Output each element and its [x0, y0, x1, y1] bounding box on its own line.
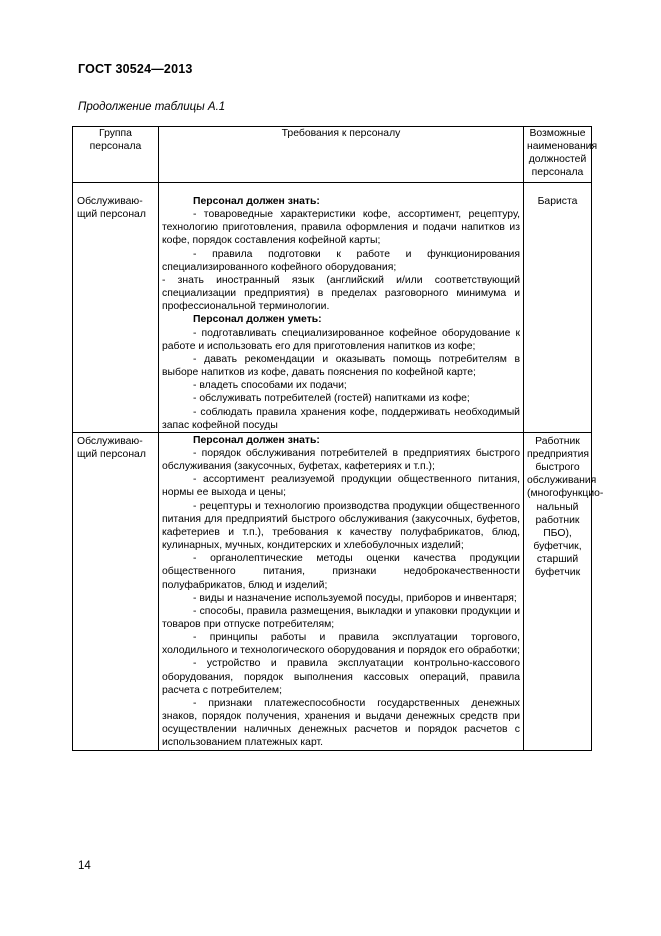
row1-able-item: - подготавливать специализированное кофейное оборудование к работе и использовать его для приготовления напитков из кофе; — [162, 327, 520, 352]
table-row — [73, 183, 592, 433]
row2-heading-know: Персонал должен знать: — [193, 434, 320, 446]
row1-able-item: - давать рекомендации и оказывать помощь потребителям в выборе напитков из кофе, давать пояснения по кофейной карте; — [162, 353, 520, 379]
row2-know-item: - рецептуры и технологию производства продукции общественного питания для предприятий быстрого обслуживания (закусочных, буфетов, кафетериев и т.п.), требования к качеству полуфабрикатов, блюд, кулинарных, мучных, кондитерских и хлебобулочных изделий; — [162, 500, 520, 552]
table-row — [73, 432, 592, 750]
personnel-requirements-table — [72, 126, 604, 751]
row1-know-item: - товароведные характеристики кофе, ассортимент, рецептуру, технологию приготовления, правила оформления и подачи напитков из кофе, порядок составления кофейной карты; — [162, 209, 520, 247]
header-requirements: Требования к персоналу — [159, 127, 524, 183]
row1-know-item: - правила подготовки к работе и функционирования специализированного кофейного оборудования; — [162, 248, 520, 273]
row2-know-item: - органолептические методы оценки качества продукции общественного питания, признаки недоброкачественности полуфабрикатов, блюд и изделий; — [162, 553, 520, 591]
row1-able-item: - обслуживать потребителей (гостей) напитками из кофе; — [193, 393, 470, 405]
row1-position: Бариста — [524, 183, 592, 433]
row2-know-item: - ассортимент реализуемой продукции общественного питания, нормы ее выхода и цены; — [162, 474, 520, 499]
row1-heading-know: Персонал должен знать: — [193, 196, 320, 207]
page-number: 14 — [78, 860, 91, 872]
row2-know-item: - способы, правила размещения, выкладки и упаковки продукции и товаров при отпуске потребителям; — [162, 605, 520, 630]
table-continuation-caption: Продолжение таблицы А.1 — [78, 101, 226, 113]
row1-heading-able: Персонал должен уметь: — [193, 314, 322, 326]
row2-group: Обслуживаю-щий персонал — [73, 432, 159, 750]
header-positions: Возможные наименования должностей персонала — [524, 127, 592, 183]
row1-able-item: - соблюдать правила хранения кофе, поддерживать необходимый запас кофейной посуды — [162, 406, 520, 431]
row1-able-item: - владеть способами их подачи; — [193, 380, 347, 392]
row1-know-item: - знать иностранный язык (английский и/или соответствующий специализации предприятия) в пределах разговорного минимума и профессиональной терминологии. — [162, 274, 520, 313]
header-group: Группа персонала — [73, 127, 159, 183]
row2-requirements — [159, 432, 524, 750]
row2-position: Работник предприятия быстрого обслуживания (многофункцио-нальный работник ПБО), буфетчик, старший буфетчик — [524, 432, 592, 750]
row2-know-item: - виды и назначение используемой посуды, приборов и инвентаря; — [193, 592, 517, 604]
row1-requirements — [159, 183, 524, 433]
row2-know-item: - принципы работы и правила эксплуатации торгового, холодильного и технологического оборудования и порядок его обработки; — [162, 632, 520, 657]
row2-know-item: - порядок обслуживания потребителей в предприятиях быстрого обслуживания (закусочных, буфетах, кафетериях и т.п.); — [162, 447, 520, 473]
row2-know-item: - признаки платежеспособности государственных денежных знаков, порядок получения, хранения и выдачи денежных средств при осуществлении наличных денежных расчетов и порядок расчетов с использованием платежных карт. — [162, 697, 520, 749]
table-header-row — [73, 127, 592, 183]
row2-know-item: - устройство и правила эксплуатации контрольно-кассового оборудования, порядок выполнения кассовых операций, правила расчета с потребителем; — [162, 658, 520, 696]
row1-group: Обслуживаю-щий персонал — [73, 183, 159, 433]
standard-number: ГОСТ 30524—2013 — [78, 62, 193, 76]
